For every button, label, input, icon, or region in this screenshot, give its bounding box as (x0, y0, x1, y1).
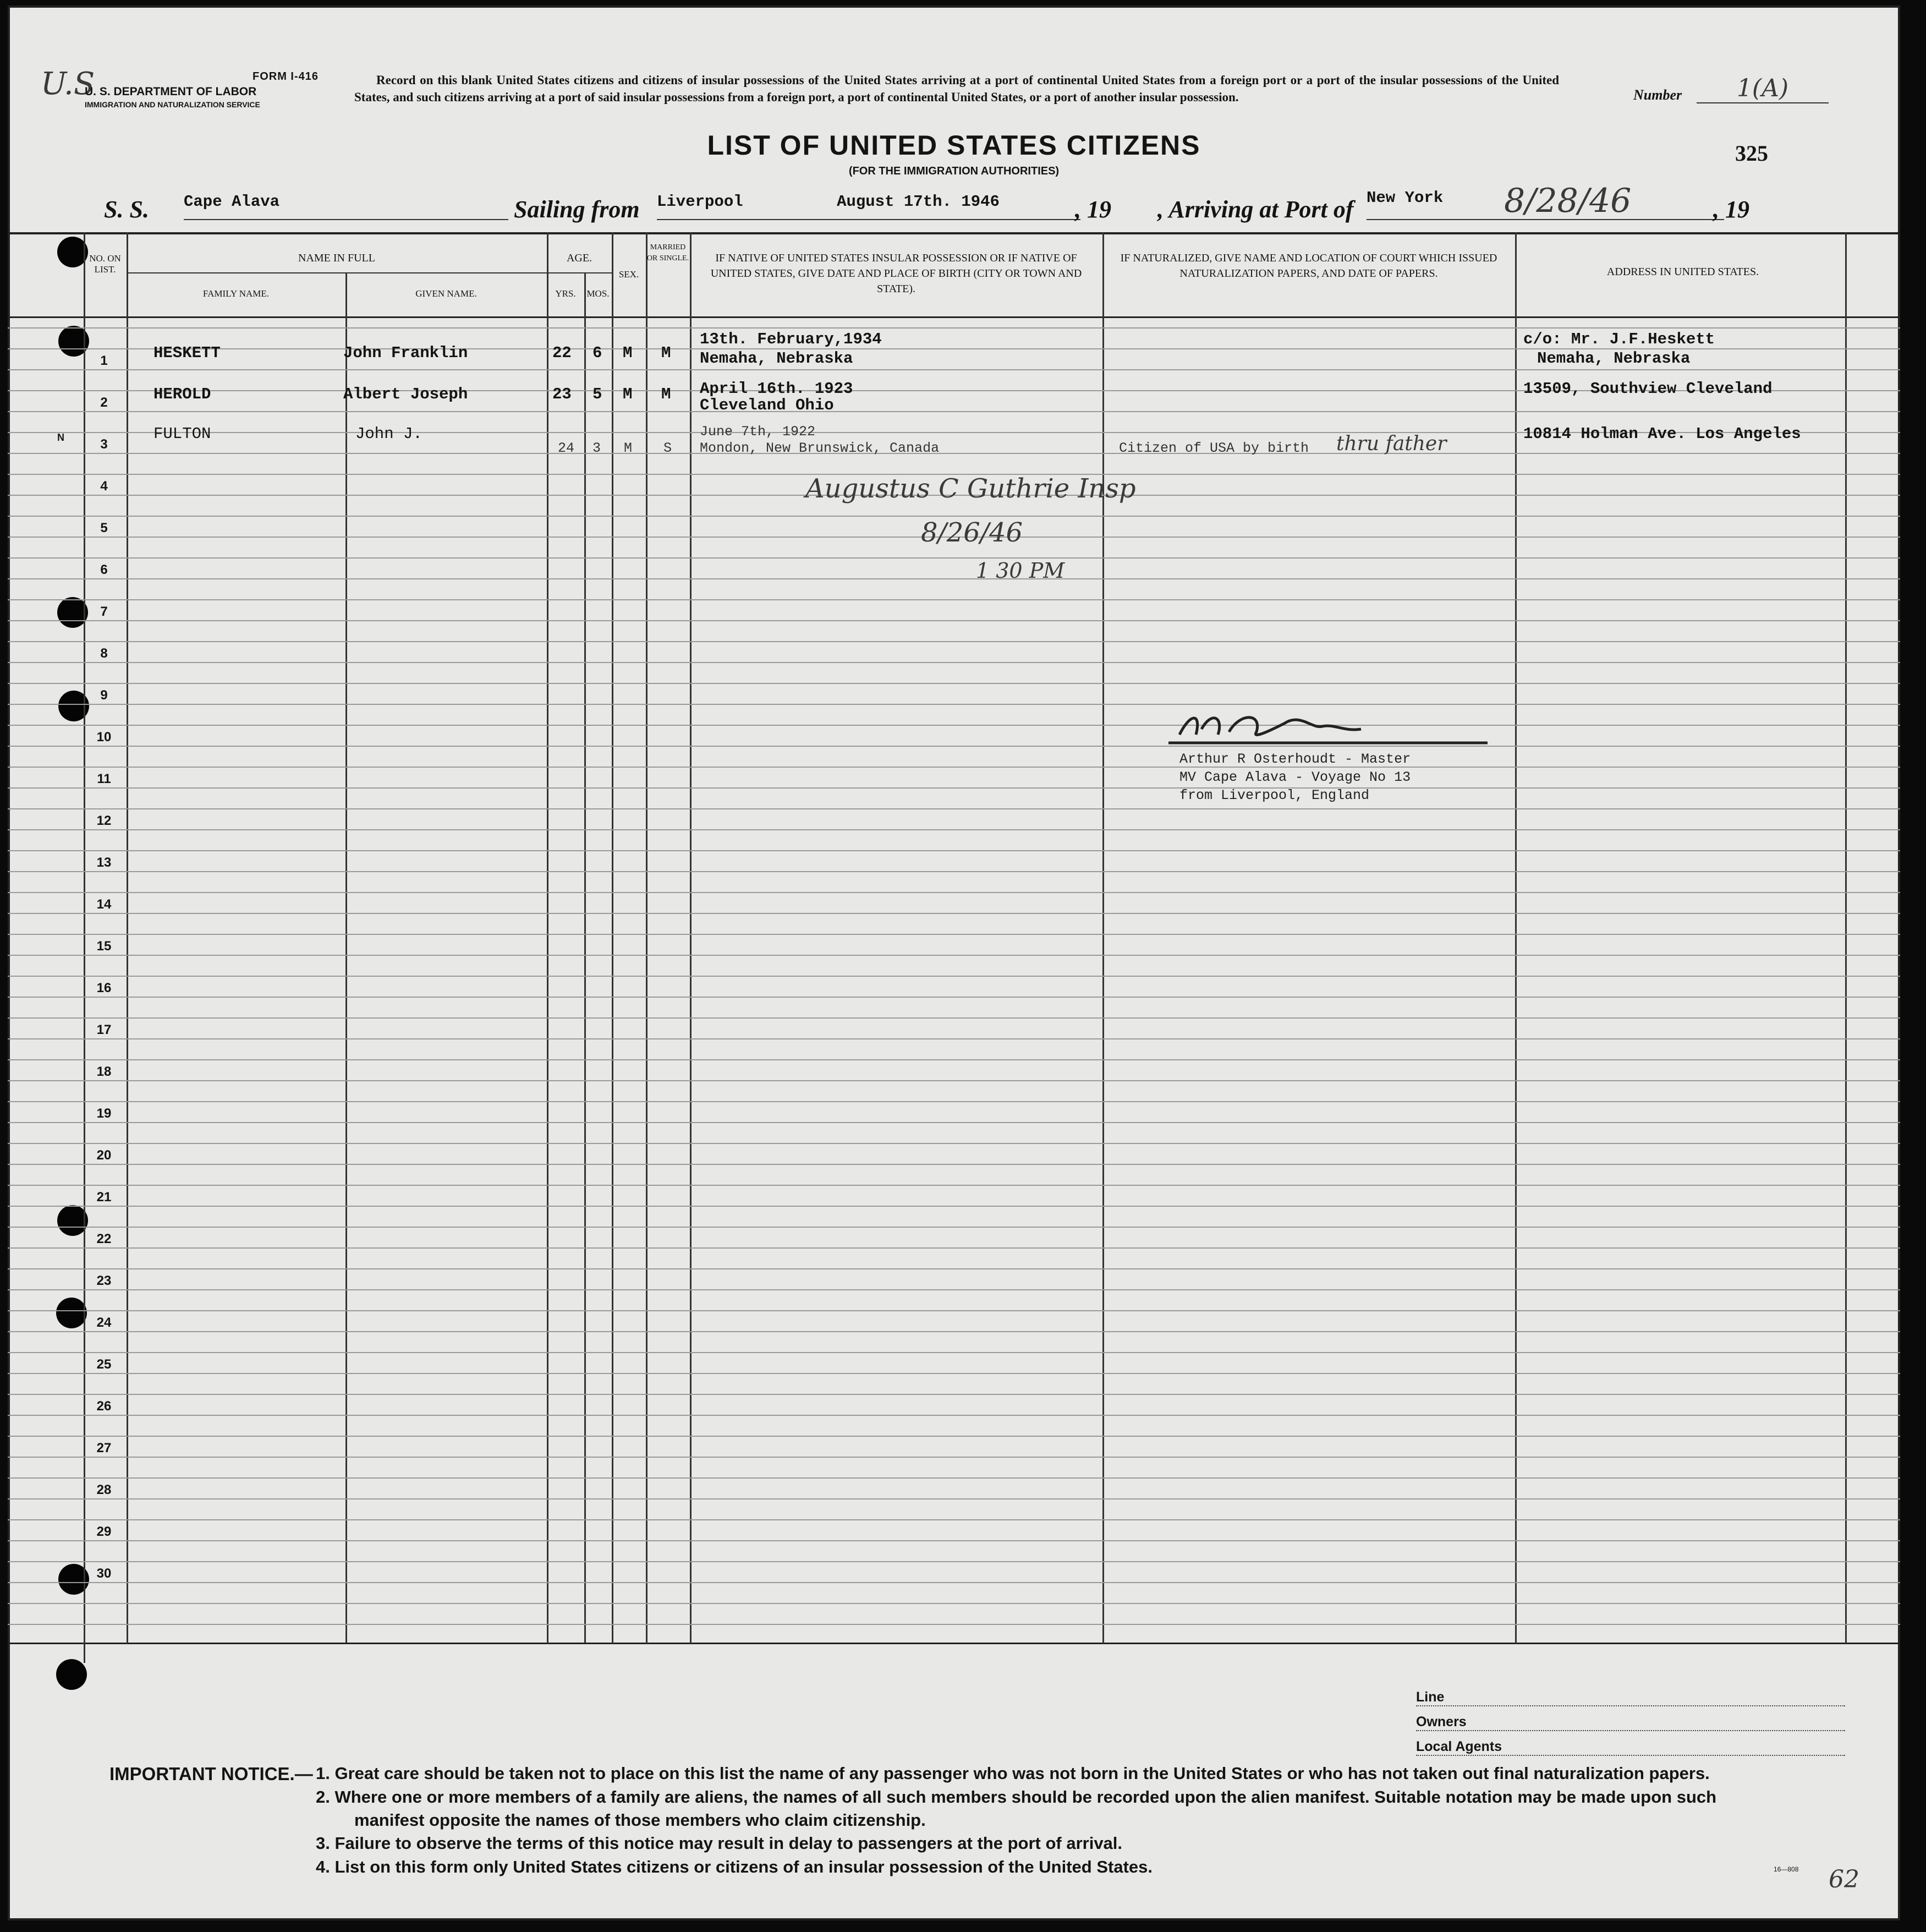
ruled-line (8, 1310, 1900, 1311)
ruled-line (8, 767, 1900, 768)
year-prefix-1: , 19 (1075, 196, 1111, 223)
ruled-line (8, 662, 1900, 663)
notice-item-2: 2. Where one or more members of a family are aliens, the names of all such members should be recorded upon the alien manifest. Suitable notation may be made upon such (316, 1787, 1717, 1807)
col-header-no: NO. ON LIST. (89, 253, 121, 275)
notice-item-4: 4. List on this form only United States citizens or citizens of an insular possession of the United States. (316, 1857, 1153, 1876)
ruled-line (8, 641, 1900, 642)
row-number: 22 (96, 1232, 112, 1246)
ruled-line (8, 683, 1900, 684)
row-number: 3 (100, 437, 108, 452)
ruled-line (8, 516, 1900, 517)
ruled-line (8, 1122, 1900, 1123)
row-number: 2 (100, 395, 108, 410)
master-line-1: Arthur R Osterhoudt - Master (1179, 751, 1411, 767)
ruled-line (8, 411, 1900, 412)
age-months: 6 (592, 344, 602, 362)
ruled-line (8, 955, 1900, 956)
row-number: 14 (96, 897, 112, 912)
birth-date: June 7th, 1922 (700, 424, 816, 440)
given-name: John Franklin (343, 344, 468, 362)
ruled-line (8, 808, 1900, 809)
manifest-page (8, 6, 1900, 1920)
row-number: 1 (100, 353, 108, 368)
row-number: 13 (96, 855, 112, 870)
number-value: 1(A) (1697, 74, 1829, 103)
sex: M (624, 440, 633, 456)
age-months: 5 (592, 385, 602, 403)
row-number: 26 (96, 1399, 112, 1414)
notice-heading: IMPORTANT NOTICE.— (109, 1764, 313, 1784)
ruled-line (8, 1143, 1900, 1144)
page-title: LIST OF UNITED STATES CITIZENS (707, 130, 1201, 161)
row-number: 4 (100, 479, 108, 494)
ruled-line (8, 1561, 1900, 1562)
ruled-line (8, 1373, 1900, 1374)
family-name: HEROLD (153, 385, 211, 403)
year-prefix-2: , 19 (1713, 196, 1749, 223)
col-header-yrs: YRS. (555, 288, 576, 299)
ruled-line (8, 892, 1900, 893)
sex: M (623, 344, 633, 362)
row-number: 20 (96, 1148, 112, 1163)
arrival-date-handwritten: 8/28/46 (1504, 182, 1632, 220)
margin-mark: N (57, 432, 64, 443)
row-number: 24 (96, 1315, 112, 1330)
col-header-married-single: MARRIED OR SINGLE. (646, 243, 689, 262)
ruled-line (8, 704, 1900, 705)
ruled-line (8, 934, 1900, 935)
table-top-rule (8, 232, 1900, 234)
ruled-line (8, 620, 1900, 621)
birth-place: Cleveland Ohio (700, 396, 834, 414)
master-signature (1168, 707, 1499, 751)
birth-place: Mondon, New Brunswick, Canada (700, 440, 940, 456)
page-subtitle: (FOR THE IMMIGRATION AUTHORITIES) (848, 165, 1060, 177)
row-number: 9 (100, 688, 108, 703)
ruled-line (8, 746, 1900, 747)
ruled-line (8, 725, 1900, 726)
ruled-line (8, 1268, 1900, 1269)
ruled-line (8, 369, 1900, 370)
ruled-line (8, 1164, 1900, 1165)
ruled-line (8, 1247, 1900, 1249)
naturalization-note: Citizen of USA by birth (1119, 440, 1309, 456)
row-number: 25 (96, 1357, 112, 1372)
col-header-address: ADDRESS IN UNITED STATES. (1606, 266, 1759, 278)
field-local-agents-label: Local Agents (1416, 1739, 1502, 1754)
col-header-mos: MOS. (586, 288, 610, 299)
ruled-line (8, 976, 1900, 977)
row-number: 29 (96, 1524, 112, 1539)
sailing-label: Sailing from (514, 196, 640, 223)
ruled-line (8, 327, 1900, 329)
marital-status: M (661, 344, 671, 362)
col-header-sex: SEX. (618, 269, 639, 280)
notice-item-3: 3. Failure to observe the terms of this notice may result in delay to passengers at the port of arrival. (316, 1834, 1123, 1853)
row-number: 30 (96, 1566, 112, 1581)
arriving-label: , Arriving at Port of (1157, 196, 1354, 223)
ruled-line (8, 1227, 1900, 1228)
ruled-line (8, 787, 1900, 789)
service-label: IMMIGRATION AND NATURALIZATION SERVICE (85, 100, 260, 109)
ruled-line (8, 913, 1900, 914)
form-number: FORM I-416 (253, 70, 319, 83)
notice-item-1: 1. Great care should be taken not to place on this list the name of any passenger who was not born in the United States or who has not taken out final naturalization papers. (316, 1764, 1710, 1783)
form-instructions: Record on this blank United States citizens and citizens of insular possessions of the United States arriving at a port of continental United States from a foreign port or a port of the insular possessions of the United States, and such citizens arriving at a port of said insular possessions from a foreign port, a port of continental United States, or a port of another insular possession. (354, 73, 1559, 104)
number-label: Number (1633, 87, 1682, 103)
arrival-port: New York (1367, 189, 1724, 220)
ruled-line (8, 1477, 1900, 1479)
page-number: 325 (1735, 141, 1768, 166)
family-name: FULTON (153, 425, 211, 443)
corner-code: 62 (1829, 1865, 1859, 1893)
age-years: 23 (552, 385, 572, 403)
master-line-3: from Liverpool, England (1179, 787, 1370, 803)
ruled-line (8, 1101, 1900, 1102)
given-name: Albert Joseph (343, 385, 468, 403)
ruled-line (8, 1519, 1900, 1520)
col-header-name-in-full: NAME IN FULL (298, 252, 375, 264)
ruled-line (8, 1352, 1900, 1353)
print-code: 16—808 (1774, 1865, 1799, 1873)
notice-item-2-cont: manifest opposite the names of those members who claim citizenship. (354, 1810, 926, 1830)
row-number: 8 (100, 646, 108, 661)
address-line-1: 13509, Southview Cleveland (1523, 380, 1773, 398)
row-number: 10 (96, 730, 112, 745)
age-months: 3 (592, 440, 601, 456)
field-line-label: Line (1416, 1689, 1445, 1705)
ruled-line (8, 1582, 1900, 1583)
birth-date: April 16th. 1923 (700, 380, 853, 398)
master-line-2: MV Cape Alava - Voyage No 13 (1179, 769, 1411, 785)
ruled-line (8, 1624, 1900, 1625)
birth-place: Nemaha, Nebraska (700, 349, 853, 368)
corner-note: U.S (41, 66, 95, 102)
table-header-rule (8, 316, 1900, 318)
age-years: 24 (558, 440, 575, 456)
punch-hole (56, 1659, 87, 1690)
col-header-given-name: GIVEN NAME. (415, 288, 477, 299)
ruled-line (8, 871, 1900, 872)
ruled-line (8, 1394, 1900, 1395)
row-number: 16 (96, 981, 112, 995)
given-name: John J. (355, 425, 422, 443)
row-number: 7 (100, 604, 108, 619)
ruled-line (8, 1436, 1900, 1437)
field-owners-label: Owners (1416, 1714, 1467, 1730)
col-header-age: AGE. (566, 252, 592, 264)
ruled-line (8, 1206, 1900, 1207)
address-line-1: 10814 Holman Ave. Los Angeles (1523, 425, 1801, 443)
col-header-birth: IF NATIVE OF UNITED STATES INSULAR POSSESSION OR IF NATIVE OF UNITED STATES, GIVE DATE AND PLACE OF BIRTH (CITY OR TOWN AND STATE). (710, 252, 1082, 295)
ruled-line (8, 453, 1900, 454)
row-number: 27 (96, 1441, 112, 1455)
ruled-line (8, 1415, 1900, 1416)
ruled-line (8, 1331, 1900, 1332)
ruled-line (8, 1059, 1900, 1060)
ruled-line (8, 1017, 1900, 1019)
marital-status: M (661, 385, 671, 403)
row-number: 6 (100, 562, 108, 577)
inspector-date: 8/26/46 (921, 517, 1023, 548)
inspector-signature: Augustus C Guthrie Insp (805, 473, 1136, 504)
ruled-line (8, 1540, 1900, 1541)
row-number: 11 (97, 771, 111, 786)
field-owners (1416, 1714, 1845, 1731)
table-bottom-rule (8, 1643, 1900, 1644)
row-number: 23 (96, 1273, 112, 1288)
address-line-2: Nemaha, Nebraska (1537, 349, 1691, 368)
col-header-naturalized: IF NATURALIZED, GIVE NAME AND LOCATION OF COURT WHICH ISSUED NATURALIZATION PAPERS, AND DATE OF PAPERS. (1120, 252, 1497, 280)
ruled-line (8, 1603, 1900, 1604)
col-header-family-name: FAMILY NAME. (202, 288, 270, 299)
ruled-line (8, 1498, 1900, 1499)
birth-date: 13th. February,1934 (700, 330, 882, 348)
ruled-line (8, 578, 1900, 579)
ss-label: S. S. (104, 196, 149, 223)
sailing-date: August 17th. 1946 (756, 193, 1080, 220)
ship-name: Cape Alava (184, 193, 508, 220)
field-local-agents (1416, 1739, 1845, 1756)
row-number: 21 (96, 1190, 112, 1205)
row-number: 17 (96, 1022, 112, 1037)
row-number: 18 (96, 1064, 112, 1079)
ruled-line (8, 1457, 1900, 1458)
sailing-from: Liverpool (657, 193, 756, 220)
age-years: 22 (552, 344, 572, 362)
row-number: 19 (96, 1106, 112, 1121)
ruled-line (8, 850, 1900, 851)
ruled-line (8, 1038, 1900, 1039)
field-line (1416, 1689, 1845, 1706)
ruled-line (8, 1185, 1900, 1186)
row-number: 15 (96, 939, 112, 954)
ruled-line (8, 997, 1900, 998)
naturalization-handwritten-note: thru father (1336, 433, 1447, 455)
ruled-line (8, 829, 1900, 830)
sex: M (623, 385, 633, 403)
row-number: 12 (96, 813, 112, 828)
family-name: HESKETT (153, 344, 221, 362)
ruled-line (8, 557, 1900, 559)
department-label: U. S. DEPARTMENT OF LABOR (85, 85, 257, 98)
inspector-time: 1 30 PM (976, 559, 1065, 583)
ruled-line (8, 1289, 1900, 1290)
ruled-line (8, 1080, 1900, 1081)
address-line-1: c/o: Mr. J.F.Heskett (1523, 330, 1715, 348)
row-number: 5 (100, 521, 108, 535)
ruled-line (8, 599, 1900, 600)
marital-status: S (663, 440, 672, 456)
row-number: 28 (96, 1482, 112, 1497)
